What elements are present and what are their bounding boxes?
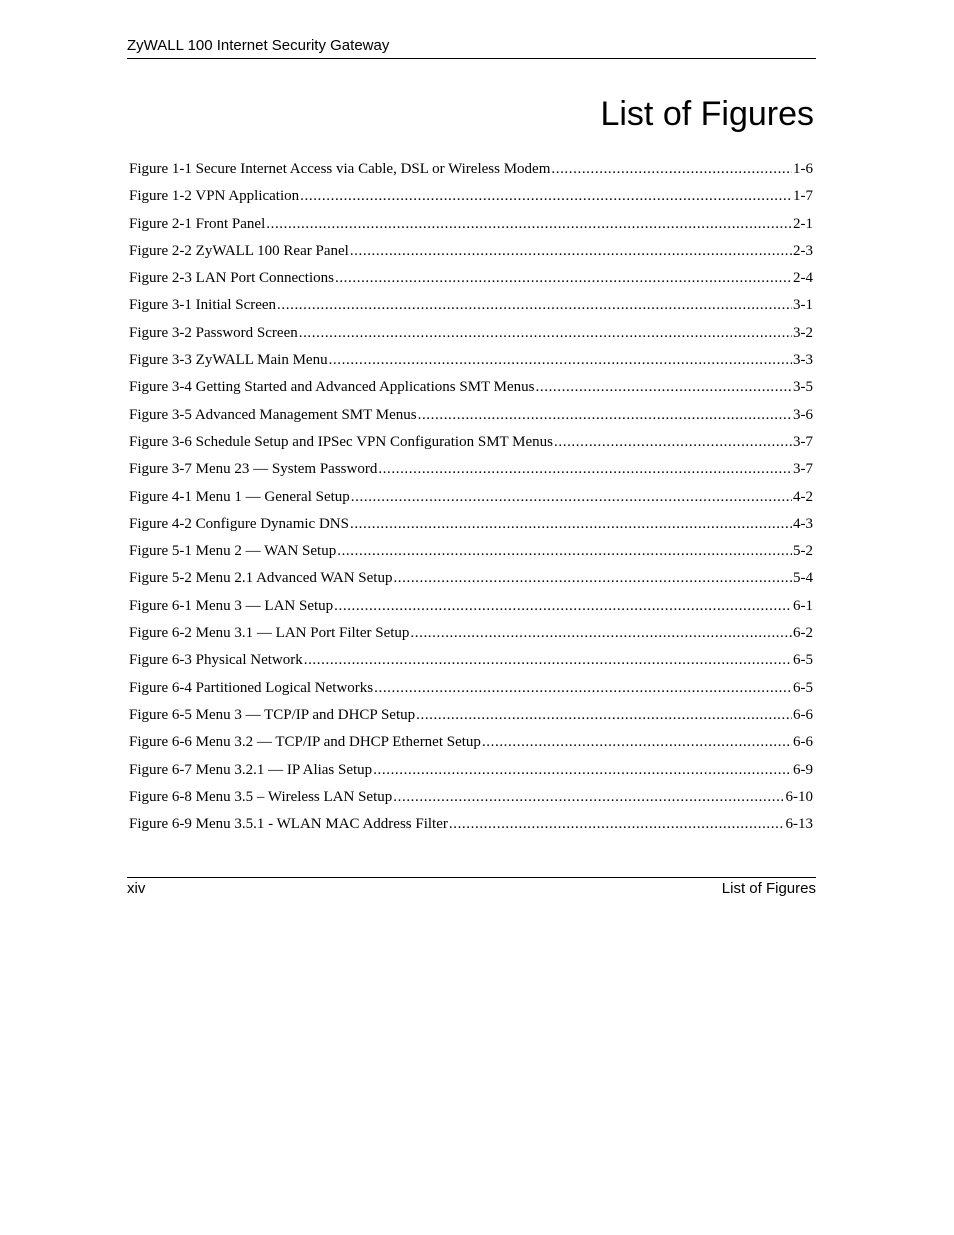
- figure-entry-page: 6-1: [793, 597, 813, 614]
- dot-leader: [373, 759, 792, 782]
- figure-entry-page: 6-5: [793, 679, 813, 696]
- figure-entry-page: 3-2: [793, 324, 813, 341]
- figure-entry-label: Figure 5-1 Menu 2 — WAN Setup: [129, 543, 337, 560]
- figure-entry-page: 3-6: [793, 406, 813, 423]
- figure-entry-page: 6-10: [785, 788, 813, 805]
- figure-entry[interactable]: [129, 813, 813, 840]
- figure-entry-page: 1-6: [793, 161, 813, 177]
- footer-section-title: List of Figures: [721, 880, 816, 897]
- dot-leader: [335, 267, 792, 290]
- figure-list: [129, 158, 813, 840]
- figure-entry-label: Figure 3-7 Menu 23 — System Password: [129, 461, 378, 478]
- figure-entry-label: Figure 3-5 Advanced Management SMT Menus: [129, 406, 417, 423]
- figure-entry[interactable]: [129, 376, 813, 403]
- figure-entry[interactable]: [129, 294, 813, 321]
- figure-entry-label: Figure 3-3 ZyWALL Main Menu: [129, 352, 328, 369]
- figure-entry-page: 3-1: [793, 297, 813, 314]
- figure-entry-page: 2-4: [793, 270, 813, 287]
- figure-entry-page: 2-3: [793, 242, 813, 259]
- dot-leader: [334, 595, 792, 618]
- figure-entry[interactable]: [129, 240, 813, 267]
- figure-entry-page: 3-3: [793, 352, 813, 369]
- figure-entry[interactable]: [129, 622, 813, 649]
- running-header-title: ZyWALL 100 Internet Security Gateway: [127, 37, 390, 54]
- footer-page-number: xiv: [127, 880, 146, 897]
- figure-entry[interactable]: [129, 567, 813, 594]
- figure-entry-page: 6-13: [785, 816, 813, 833]
- figure-entry[interactable]: [129, 677, 813, 704]
- dot-leader: [416, 704, 792, 727]
- dot-leader: [277, 294, 792, 317]
- figure-entry-label: Figure 4-2 Configure Dynamic DNS: [129, 515, 349, 532]
- figure-entry-label: Figure 6-1 Menu 3 — LAN Setup: [129, 597, 334, 614]
- figure-entry-label: Figure 2-2 ZyWALL 100 Rear Panel: [129, 242, 349, 259]
- figure-entry-label: Figure 6-3 Physical Network: [129, 652, 303, 669]
- figure-entry-page: 6-2: [793, 625, 813, 642]
- figure-entry-label: Figure 6-6 Menu 3.2 — TCP/IP and DHCP Ethernet Setup: [129, 734, 481, 751]
- dot-leader: [300, 185, 792, 208]
- dot-leader: [304, 649, 792, 672]
- figure-entry-page: 5-4: [793, 570, 813, 587]
- figure-entry[interactable]: [129, 185, 813, 212]
- figure-entry[interactable]: [129, 458, 813, 485]
- dot-leader: [374, 677, 792, 700]
- figure-entry[interactable]: [129, 431, 813, 458]
- running-footer: [127, 877, 816, 899]
- figure-entry-page: 6-6: [793, 706, 813, 723]
- dot-leader: [551, 158, 792, 181]
- figure-entry[interactable]: [129, 322, 813, 349]
- figure-entry[interactable]: [129, 731, 813, 758]
- dot-leader: [482, 731, 792, 754]
- figure-entry-label: Figure 6-5 Menu 3 — TCP/IP and DHCP Setup: [129, 706, 416, 723]
- figure-entry-label: Figure 6-4 Partitioned Logical Networks: [129, 679, 374, 696]
- figure-entry-page: 3-5: [793, 379, 813, 396]
- figure-entry[interactable]: [129, 786, 813, 813]
- dot-leader: [329, 349, 792, 372]
- dot-leader: [350, 513, 792, 536]
- dot-leader: [536, 376, 792, 399]
- figure-entry[interactable]: [129, 540, 813, 567]
- figure-entry-label: Figure 1-2 VPN Application: [129, 188, 300, 205]
- figure-entry[interactable]: [129, 595, 813, 622]
- figure-entry[interactable]: [129, 486, 813, 513]
- dot-leader: [554, 431, 792, 454]
- figure-entry-page: 6-5: [793, 652, 813, 669]
- figure-entry-label: Figure 3-2 Password Screen: [129, 324, 298, 341]
- dot-leader: [351, 486, 792, 509]
- figure-entry[interactable]: [129, 513, 813, 540]
- figure-entry-label: Figure 5-2 Menu 2.1 Advanced WAN Setup: [129, 570, 393, 587]
- figure-entry-label: Figure 2-3 LAN Port Connections: [129, 270, 334, 287]
- figure-entry-label: Figure 3-1 Initial Screen: [129, 297, 277, 314]
- dot-leader: [410, 622, 792, 645]
- figure-entry-page: 1-7: [793, 188, 813, 205]
- dot-leader: [350, 240, 792, 263]
- figure-entry-page: 6-6: [793, 734, 813, 751]
- dot-leader: [299, 322, 792, 345]
- dot-leader: [449, 813, 785, 836]
- figure-entry[interactable]: [129, 158, 813, 185]
- figure-entry[interactable]: [129, 759, 813, 786]
- figure-entry-label: Figure 3-4 Getting Started and Advanced Applications SMT Menus: [129, 379, 535, 396]
- dot-leader: [393, 786, 784, 809]
- figure-entry-page: 3-7: [793, 433, 813, 450]
- figure-entry-label: Figure 2-1 Front Panel: [129, 215, 266, 232]
- figure-entry[interactable]: [129, 649, 813, 676]
- figure-entry-label: Figure 6-7 Menu 3.2.1 — IP Alias Setup: [129, 761, 373, 778]
- figure-entry[interactable]: [129, 704, 813, 731]
- figure-entry-page: 3-7: [793, 461, 813, 478]
- figure-entry-page: 4-2: [793, 488, 813, 505]
- running-header: [127, 36, 816, 59]
- figure-entry[interactable]: [129, 267, 813, 294]
- dot-leader: [418, 404, 792, 427]
- figure-entry-label: Figure 6-9 Menu 3.5.1 - WLAN MAC Address Filter: [129, 816, 448, 833]
- figure-entry-label: Figure 1-1 Secure Internet Access via Cable, DSL or Wireless Modem: [129, 161, 551, 177]
- figure-entry-page: 2-1: [793, 215, 813, 232]
- dot-leader: [266, 213, 792, 236]
- figure-entry-label: Figure 6-2 Menu 3.1 — LAN Port Filter Setup: [129, 625, 410, 642]
- dot-leader: [337, 540, 792, 563]
- figure-entry[interactable]: [129, 213, 813, 240]
- dot-leader: [393, 567, 792, 590]
- figure-entry-label: Figure 3-6 Schedule Setup and IPSec VPN Configuration SMT Menus: [129, 433, 554, 450]
- figure-entry-label: Figure 6-8 Menu 3.5 – Wireless LAN Setup: [129, 788, 393, 805]
- figure-entry-page: 5-2: [793, 543, 813, 560]
- figure-entry[interactable]: [129, 404, 813, 431]
- figure-entry-label: Figure 4-1 Menu 1 — General Setup: [129, 488, 350, 505]
- figure-entry-page: 6-9: [793, 761, 813, 778]
- dot-leader: [378, 458, 792, 481]
- figure-entry[interactable]: [129, 349, 813, 376]
- figure-entry-page: 4-3: [793, 515, 813, 532]
- page-title: List of Figures: [600, 95, 814, 133]
